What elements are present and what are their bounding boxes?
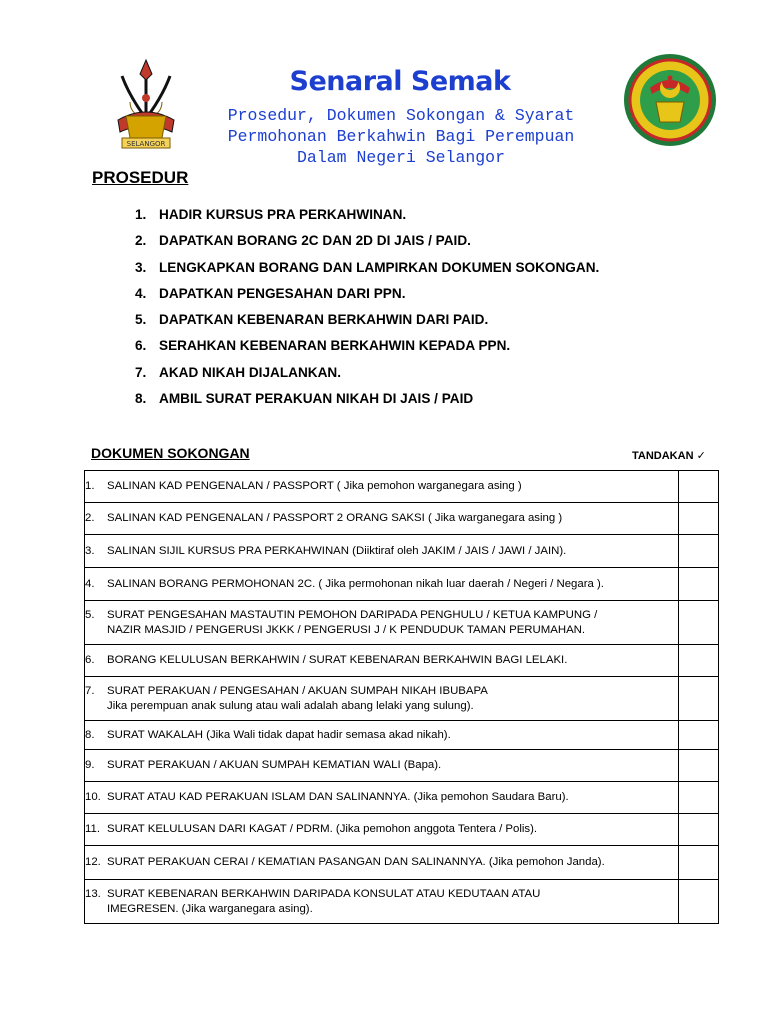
checkbox-cell[interactable] xyxy=(679,535,719,568)
table-row: 9. SURAT PERAKUAN / AKUAN SUMPAH KEMATIAN WALI (Bapa). xyxy=(85,750,719,782)
subtitle-line-2: Permohonan Berkahwin Bagi Perempuan xyxy=(227,127,575,146)
checkbox-cell[interactable] xyxy=(679,880,719,924)
procedure-step: 6. SERAHKAN KEBENARAN BERKAHWIN KEPADA PPN. xyxy=(135,338,511,354)
procedure-step: 8. AMBIL SURAT PERAKUAN NIKAH DI JAIS / PAID xyxy=(135,391,474,407)
procedure-step: 4. DAPATKAN PENGESAHAN DARI PPN. xyxy=(135,285,406,301)
checkbox-cell[interactable] xyxy=(679,814,719,846)
checkbox-cell[interactable] xyxy=(679,782,719,814)
page-title: Senaral Semak xyxy=(289,66,511,97)
table-row: 10. SURAT ATAU KAD PERAKUAN ISLAM DAN SALINANNYA. (Jika pemohon Saudara Baru). xyxy=(85,782,719,814)
checkbox-cell[interactable] xyxy=(679,721,719,750)
checkbox-cell[interactable] xyxy=(679,503,719,535)
table-row: 6. BORANG KELULUSAN BERKAHWIN / SURAT KEBENARAN BERKAHWIN BAGI LELAKI. xyxy=(85,645,719,677)
table-row: 11. SURAT KELULUSAN DARI KAGAT / PDRM. (Jika pemohon anggota Tentera / Polis). xyxy=(85,814,719,846)
procedure-step: 2. DAPATKAN BORANG 2C DAN 2D DI JAIS / PAID. xyxy=(135,233,471,249)
jais-emblem-icon xyxy=(622,52,718,148)
table-row: 5. SURAT PENGESAHAN MASTAUTIN PEMOHON DARIPADA PENGHULU / KETUA KAMPUNG / NAZIR MASJID / PENGERUSI JKKK / PENGERUSI J / K PENDUDUK TAMAN PERUMAHAN. xyxy=(85,601,719,645)
procedure-step: 3. LENGKAPKAN BORANG DAN LAMPIRKAN DOKUMEN SOKONGAN. xyxy=(135,259,600,275)
checkbox-cell[interactable] xyxy=(679,568,719,601)
dokumen-heading: DOKUMEN SOKONGAN xyxy=(91,445,250,461)
document-checklist-table xyxy=(84,470,719,924)
checkbox-cell[interactable] xyxy=(679,677,719,721)
prosedur-heading: PROSEDUR xyxy=(92,168,189,187)
checkbox-cell[interactable] xyxy=(679,846,719,880)
table-row: 4. SALINAN BORANG PERMOHONAN 2C. ( Jika permohonan nikah luar daerah / Negeri / Negara ). xyxy=(85,568,719,601)
subtitle-line-1: Prosedur, Dokumen Sokongan & Syarat xyxy=(227,106,575,125)
procedure-list xyxy=(135,207,599,417)
checkbox-cell[interactable] xyxy=(679,750,719,782)
table-row: 13. SURAT KEBENARAN BERKAHWIN DARIPADA KONSULAT ATAU KEDUTAAN ATAU IMEGRESEN. (Jika warganegara asing). xyxy=(85,880,719,924)
table-row: 7. SURAT PERAKUAN / PENGESAHAN / AKUAN SUMPAH NIKAH IBUBAPA Jika perempuan anak sulung atau wali adalah abang lelaki yang sulung). xyxy=(85,677,719,721)
table-row: 8. SURAT WAKALAH (Jika Wali tidak dapat hadir semasa akad nikah). xyxy=(85,721,719,750)
subtitle-line-3: Dalam Negeri Selangor xyxy=(297,148,505,167)
svg-text:SELANGOR: SELANGOR xyxy=(126,140,166,148)
table-row: 3. SALINAN SIJIL KURSUS PRA PERKAHWINAN (Diiktiraf oleh JAKIM / JAIS / JAWI / JAIN). xyxy=(85,535,719,568)
procedure-step: 5. DAPATKAN KEBENARAN BERKAHWIN DARI PAID. xyxy=(135,312,489,328)
table-row: 12. SURAT PERAKUAN CERAI / KEMATIAN PASANGAN DAN SALINANNYA. (Jika pemohon Janda). xyxy=(85,846,719,880)
table-row: 1. SALINAN KAD PENGENALAN / PASSPORT ( Jika pemohon warganegara asing ) xyxy=(85,471,719,503)
tick-column-label: TANDAKAN ✓ xyxy=(632,450,706,462)
selangor-crest-icon xyxy=(100,58,192,158)
procedure-step: 1. HADIR KURSUS PRA PERKAHWINAN. xyxy=(135,207,407,222)
checkbox-cell[interactable] xyxy=(679,601,719,645)
checkbox-cell[interactable] xyxy=(679,471,719,503)
checkbox-cell[interactable] xyxy=(679,645,719,677)
procedure-step: 7. AKAD NIKAH DIJALANKAN. xyxy=(135,364,342,380)
table-row: 2. SALINAN KAD PENGENALAN / PASSPORT 2 ORANG SAKSI ( Jika warganegara asing ) xyxy=(85,503,719,535)
